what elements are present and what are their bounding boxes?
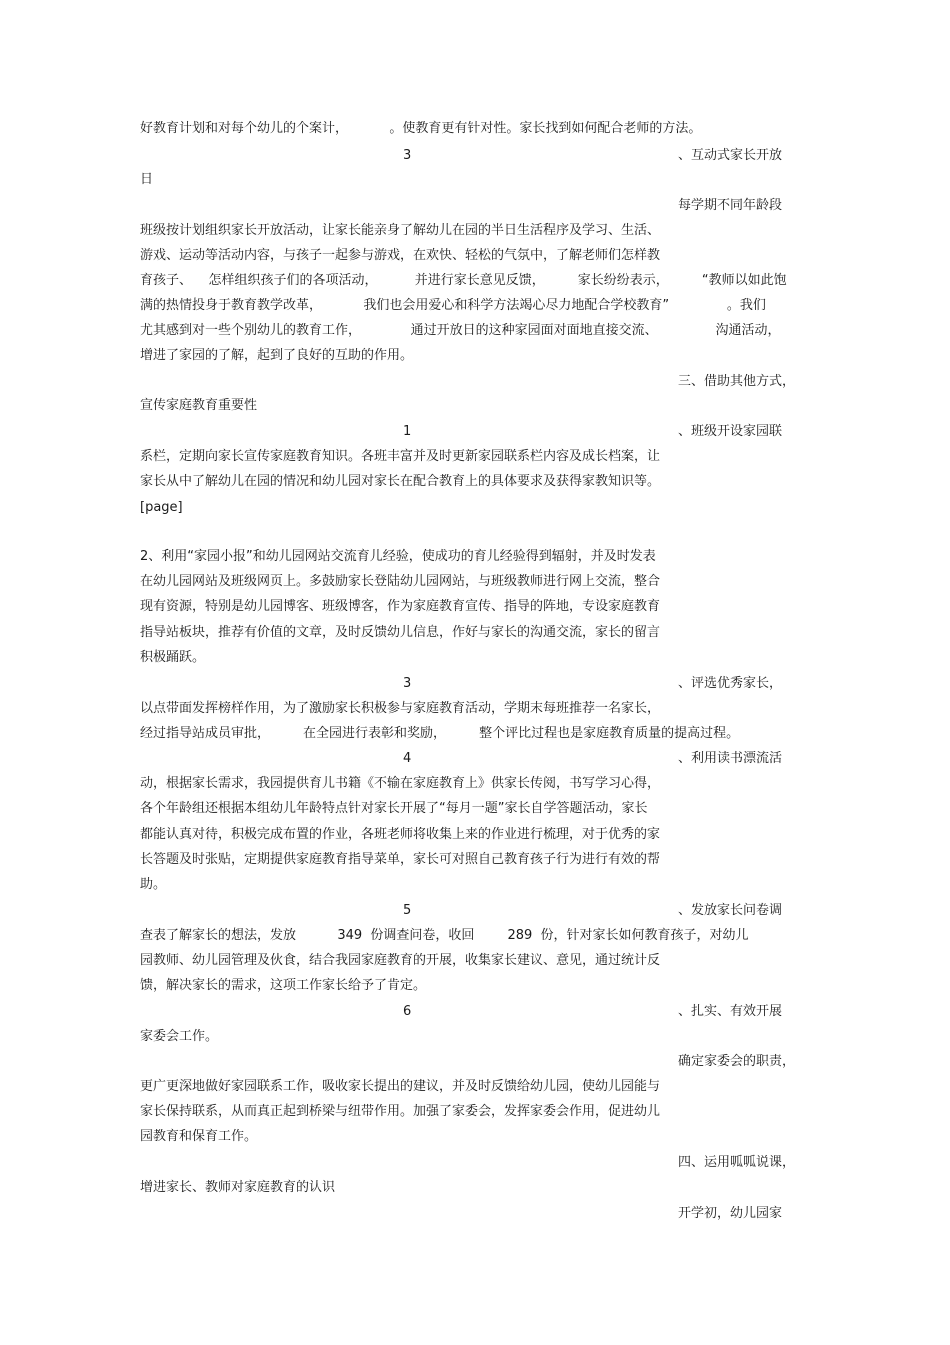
text-line: 育孩子、 怎样组织孩子们的各项活动， 并进行家长意见反馈， 家长纷纷表示， “教师以如此饱	[140, 273, 787, 288]
text-line: 尤其感到对一些个别幼儿的教育工作， 通过开放日的这种家园面对面地直接交流、 沟通活动，	[140, 323, 781, 338]
section-heading: 宣传家庭教育重要性	[140, 398, 258, 413]
section-heading: 三、借助其他方式，	[678, 374, 796, 389]
section-heading: 、发放家长问卷调	[678, 903, 783, 918]
text-line: 满的热情投身于教育教学改革， 我们也会用爱心和科学方法竭心尽力地配合学校教育” 。我们	[140, 298, 766, 313]
text-line: 动，根据家长需求，我园提供育儿书籍《不输在家庭教育上》供家长传阅，书写学习心得，	[140, 776, 661, 791]
text-line: 系栏，定期向家长宣传家庭教育知识。各班丰富并及时更新家园联系栏内容及成长档案，让	[140, 449, 661, 464]
text-line: 各个年龄组还根据本组幼儿年龄特点针对家长开展了“每月一题”家长自学答题活动，家长	[140, 801, 648, 816]
section-heading: 、利用读书漂流活	[678, 751, 783, 766]
text-line: 开学初，幼儿园家	[678, 1206, 783, 1221]
section-heading: 、评选优秀家长，	[678, 676, 783, 691]
text-line: 以点带面发挥榜样作用，为了激励家长积极参与家庭教育活动，学期末每班推荐一名家长，	[140, 701, 661, 716]
text-line: 家长从中了解幼儿在园的情况和幼儿园对家长在配合教育上的具体要求及获得家教知识等。	[140, 474, 661, 489]
text-line: 游戏、运动等活动内容，与孩子一起参与游戏，在欢快、轻松的气氛中，了解老师们怎样教	[140, 248, 661, 263]
text-line: 指导站板块，推荐有价值的文章，及时反馈幼儿信息，作好与家长的沟通交流，家长的留言	[140, 625, 661, 640]
text-line: 确定家委会的职责，	[678, 1054, 796, 1069]
text-line: 馈，解决家长的需求，这项工作家长给予了肯定。	[140, 978, 427, 993]
text-line: 查表了解家长的想法，发放 349 份调查问卷，收回 289 份，针对家长如何教育孩子，对幼儿	[140, 928, 749, 943]
text-line: 助。	[140, 877, 167, 892]
text-line: 家长保持联系，从而真正起到桥梁与纽带作用。加强了家委会，发挥家委会作用，促进幼儿	[140, 1104, 661, 1119]
text-line: 2、利用“家园小报”和幼儿园网站交流育儿经验，使成功的育儿经验得到辐射，并及时发表	[140, 549, 656, 564]
section-number: 3	[403, 676, 412, 691]
text-line: 都能认真对待，积极完成布置的作业，各班老师将收集上来的作业进行梳理，对于优秀的家	[140, 827, 661, 842]
section-number: 5	[403, 903, 412, 918]
section-heading: 、扎实、有效开展	[678, 1004, 783, 1019]
section-heading: 四、运用呱呱说课，	[678, 1155, 796, 1170]
text-line: 日	[140, 172, 154, 187]
text-line: 园教育和保育工作。	[140, 1129, 258, 1144]
text-line: 经过指导站成员审批， 在全园进行表彰和奖励， 整个评比过程也是家庭教育质量的提高过程。	[140, 726, 740, 741]
text-line: 班级按计划组织家长开放活动，让家长能亲身了解幼儿在园的半日生活程序及学习、生活、	[140, 223, 661, 238]
text-line: 更广更深地做好家园联系工作，吸收家长提出的建议，并及时反馈给幼儿园，使幼儿园能与	[140, 1079, 661, 1094]
page-marker: [page]	[140, 500, 183, 515]
text-line: 家委会工作。	[140, 1029, 219, 1044]
section-number: 4	[403, 751, 412, 766]
text-line: 好教育计划和对每个幼儿的个案计， 。使教育更有针对性。家长找到如何配合老师的方法。	[140, 121, 702, 136]
section-heading: 、班级开设家园联	[678, 424, 783, 439]
section-number: 6	[403, 1004, 412, 1019]
text-line: 积极踊跃。	[140, 650, 206, 665]
section-number: 3	[403, 148, 412, 163]
section-number: 1	[403, 424, 412, 439]
text-line: 园教师、幼儿园管理及伙食，结合我园家庭教育的开展，收集家长建议、意见，通过统计反	[140, 953, 661, 968]
text-line: 增进了家园的了解，起到了良好的互助的作用。	[140, 348, 414, 363]
section-heading: 增进家长、教师对家庭教育的认识	[140, 1180, 336, 1195]
text-line: 现有资源，特别是幼儿园博客、班级博客，作为家庭教育宣传、指导的阵地，专设家庭教育	[140, 599, 661, 614]
section-heading: 、互动式家长开放	[678, 148, 783, 163]
text-line: 在幼儿园网站及班级网页上。多鼓励家长登陆幼儿园网站，与班级教师进行网上交流，整合	[140, 574, 661, 589]
text-line: 长答题及时张贴，定期提供家庭教育指导菜单，家长可对照自己教育孩子行为进行有效的帮	[140, 852, 661, 867]
text-line: 每学期不同年龄段	[678, 198, 783, 213]
